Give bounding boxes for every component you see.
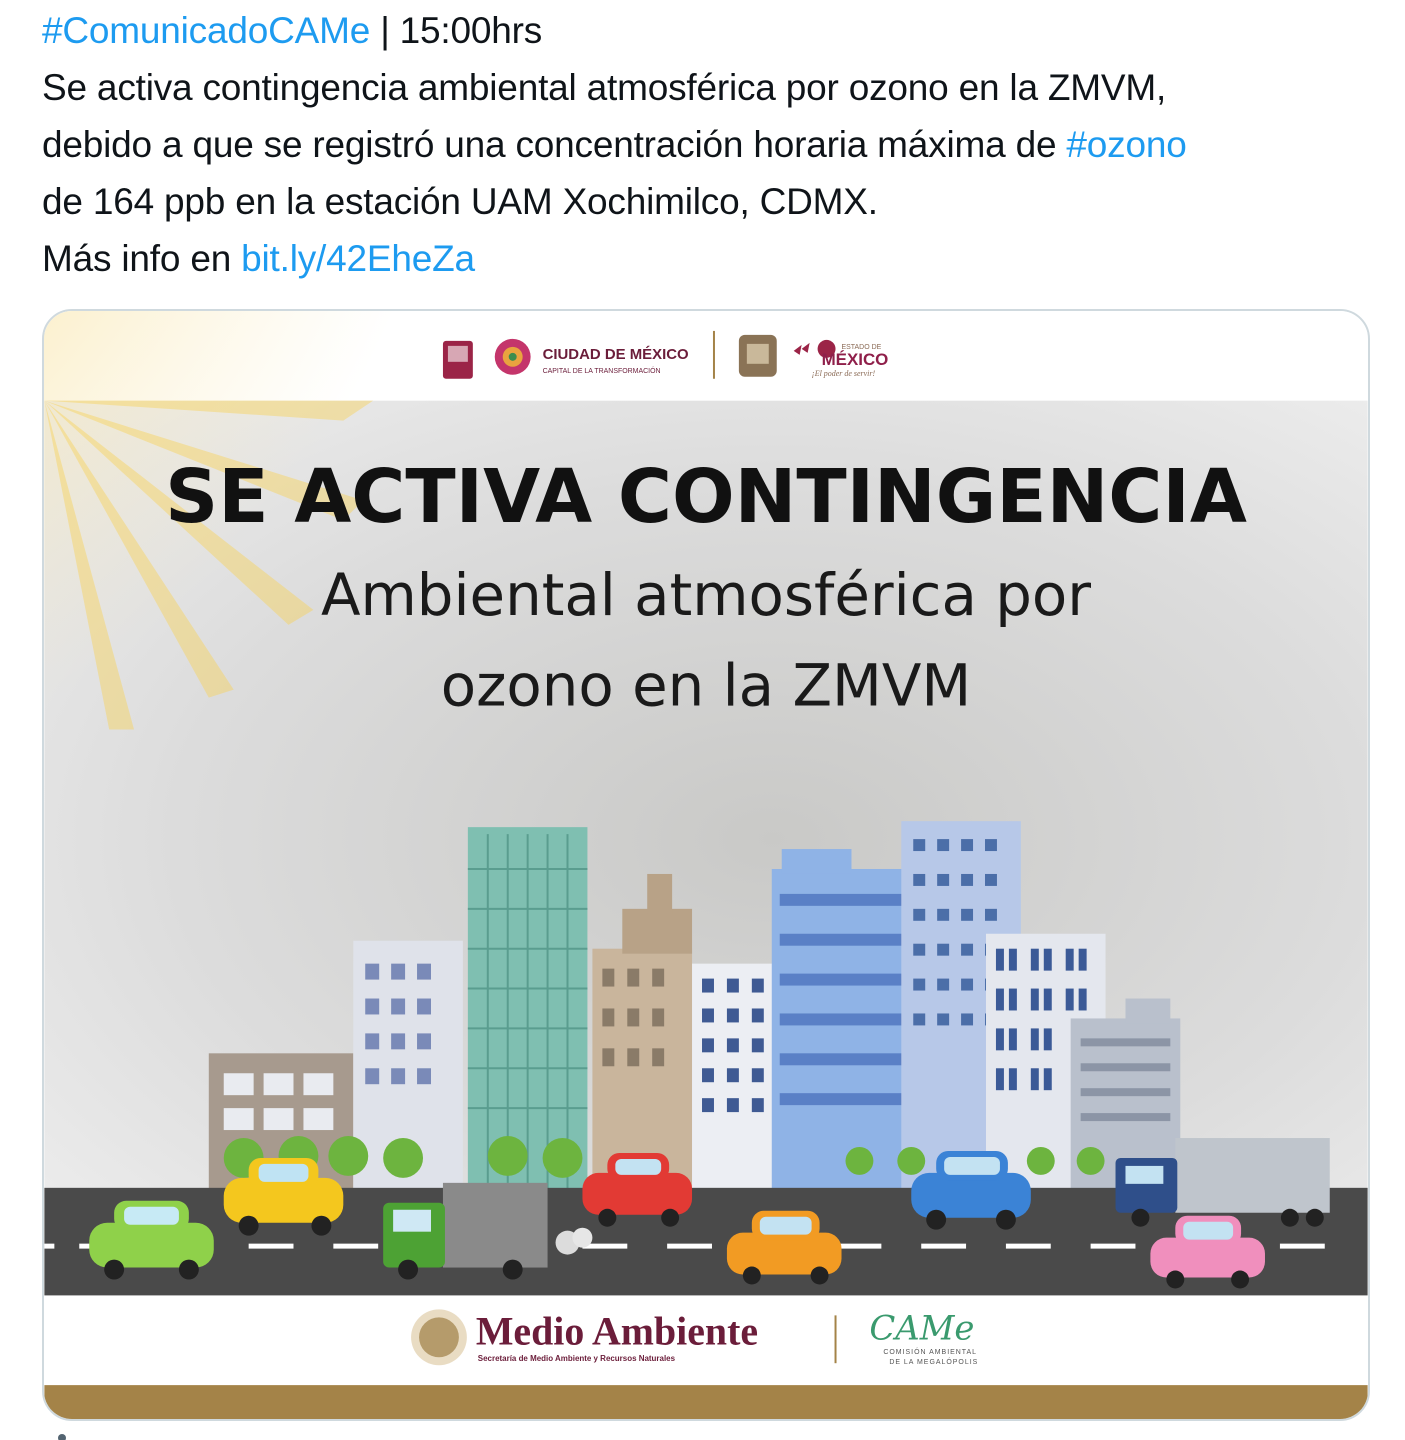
cdmx-heart-logo-icon — [495, 339, 531, 375]
tweet-line-5-text: Más info en — [42, 238, 242, 279]
hashtag-ozono-link[interactable]: #ozono — [1066, 124, 1187, 165]
edomex-title: MÉXICO — [821, 349, 889, 369]
tweet-media-image[interactable] — [42, 309, 1370, 1421]
edomex-coat-of-arms-icon — [739, 335, 777, 377]
tweet-line-3-text: debido a que se registró una concentración horaria máxima de — [42, 124, 1067, 165]
cdmx-subtitle: CAPITAL DE LA TRANSFORMACIÓN — [542, 367, 661, 375]
header-divider — [713, 331, 715, 379]
tweet-time: | 15:00hrs — [370, 10, 543, 51]
mexico-coat-of-arms-icon — [411, 1309, 467, 1365]
hashtag-comunicadocame-link[interactable]: #ComunicadoCAMe — [42, 10, 371, 51]
tweet-text — [42, 2, 1382, 287]
info-link[interactable]: bit.ly/42EheZa — [241, 238, 475, 279]
came-logo: CAMe — [869, 1308, 975, 1348]
semarnat-subtitle: Secretaría de Medio Ambiente y Recursos Naturales — [477, 1354, 676, 1364]
contingency-poster — [44, 311, 1368, 1419]
poster-headline: SE ACTIVA CONTINGENCIA — [165, 455, 1247, 541]
medio-ambiente-title: Medio Ambiente — [475, 1308, 759, 1354]
tweet-line-2: Se activa contingencia ambiental atmosférica por ozono en la ZMVM, — [42, 67, 1167, 108]
came-line-1: COMISIÓN AMBIENTAL — [883, 1349, 978, 1357]
partial-action-icon[interactable] — [58, 1434, 66, 1440]
edomex-small: ESTADO DE — [841, 343, 882, 351]
poster-subline-1: Ambiental atmosférica por — [320, 560, 1092, 629]
tweet-line-3 — [42, 116, 1382, 173]
tweet-line-5 — [42, 230, 1382, 287]
poster-gold-stripe — [44, 1385, 1367, 1419]
edomex-slogan: ¡El poder de servir! — [811, 368, 876, 378]
cdmx-title: CIUDAD DE MÉXICO — [542, 345, 689, 363]
tweet-line-4: de 164 ppb en la estación UAM Xochimilco, CDMX. — [42, 181, 878, 222]
footer-divider — [835, 1315, 837, 1363]
came-line-2: DE LA MEGALÓPOLIS — [889, 1359, 979, 1367]
poster-subline-2: ozono en la ZMVM — [440, 651, 972, 720]
tweet-line-1 — [42, 2, 1382, 59]
